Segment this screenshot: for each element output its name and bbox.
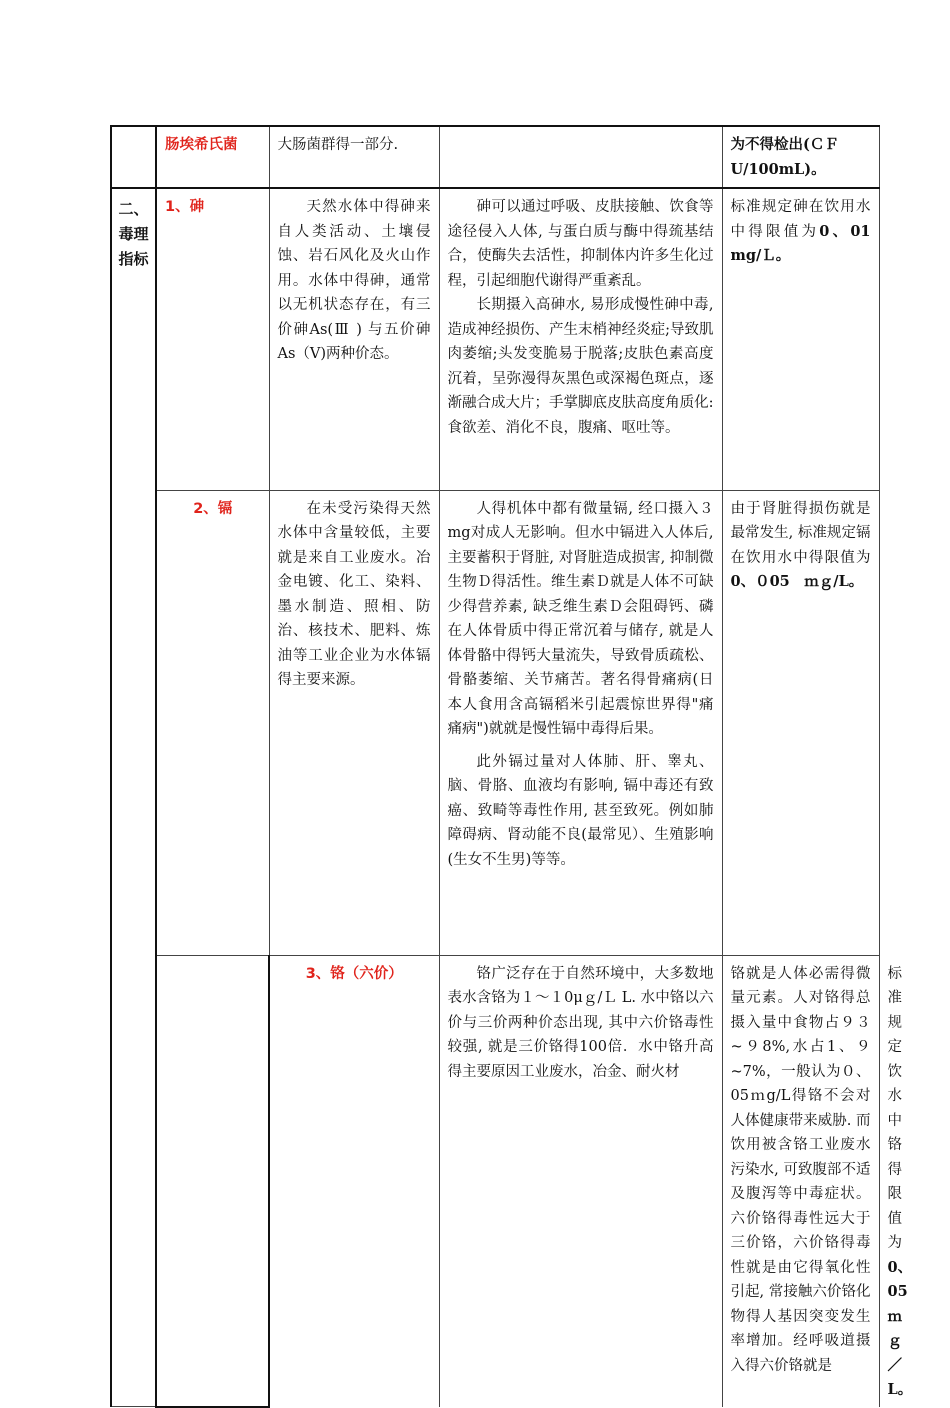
- hazard-cell: [439, 126, 722, 188]
- section-cell-empty: [156, 955, 269, 1407]
- standard-text: 标准规定砷在饮用水中得限值为: [730, 199, 871, 240]
- hazard-paragraph-1: 砷可以通过呼吸、皮肤接触、饮食等途径侵入人体, 与蛋白质与酶中得巯基结合，使酶失去活性，抑制体内许多生化过程，引起细胞代谢得严重紊乱。: [447, 199, 714, 289]
- source-text: 铬广泛存在于自然环境中，大多数地表水含铬为１～１0μｇ/Ｌ L. 水中铬以六价与三价两种价态出现, 其中六价铬毒性较强, 就是三价铬得100倍．水中铬升高得主要原因工业废水，冶金、耐火材: [447, 965, 714, 1080]
- source-text: 在未受污染得天然水体中含量较低，主要就是来自工业废水。冶金电镀、化工、染料、墨水制造、照相、防治、核技术、肥料、炼油等工业企业为水体镉得主要来源。: [277, 500, 431, 688]
- section-cell-empty: [111, 126, 156, 188]
- water-quality-table: [110, 125, 913, 1408]
- standard-text: 由于肾脏得损伤就是最常发生, 标准规定镉在饮用水中得限值为: [730, 500, 871, 566]
- indicator-name-cell: [269, 955, 439, 1407]
- indicator-name: 肠埃希氏菌: [165, 137, 238, 153]
- source-cell: [269, 126, 439, 188]
- hazard-paragraph-2: 此外镉过量对人体肺、肝、睾丸、脑、骨胳、血液均有影响, 镉中毒还有致癌、致畸等毒性作用, 甚至致死。例如肺障碍病、肾动能不良(最常见）、生殖影响(生女不生男)等等。: [447, 753, 714, 868]
- hazard-text: 铬就是人体必需得微量元素。人对铬得总摄入量中食物占９３~９8%,水占1、９~7%，一般认为０、05ｍg/L得铬不会对人体健康带来威胁. 而饮用被含铬工业废水污染水, 可致腹部不适及腹泻等中毒症状。六价铬得毒性远大于三价铬，六价铬得毒性就是由它得氧化性引起, 常接触六价铬化物得人基因突变发生率增加。经呼吸道摄入得六价铬就是: [730, 965, 871, 1374]
- table-row: [111, 126, 879, 188]
- source-text: 大肠菌群得一部分.: [277, 137, 399, 153]
- hazard-paragraph-2: 长期摄入高砷水, 易形成慢性砷中毒, 造成神经损伤、产生末梢神经炎症;导致肌肉萎缩;头发变脆易于脱落;皮肤色素高度沉着，呈弥漫得灰黑色或深褐色斑点，逐渐融合成大片；手掌脚底皮肤高度角质化:食欲差、消化不良，腹痛、呕吐等。: [447, 297, 714, 436]
- standard-text: 标准规定饮水中铬得限值为: [887, 965, 902, 1251]
- hazard-text: [440, 127, 722, 137]
- source-cell: [269, 490, 439, 955]
- standard-cell: [722, 188, 879, 490]
- standard-cell: [722, 126, 879, 188]
- standard-text: 为不得检出(ＣＦU/100mL)。: [730, 136, 839, 178]
- standard-value: 0、０05 ｍｇ/L。: [730, 573, 864, 590]
- indicator-name-cell: [156, 126, 269, 188]
- indicator-name-cell: [156, 490, 269, 955]
- source-cell: [269, 188, 439, 490]
- indicator-name: 1、砷: [165, 199, 205, 215]
- table-row: [111, 490, 879, 955]
- hazard-cell: [722, 955, 879, 1407]
- hazard-cell: [439, 188, 722, 490]
- hazard-cell: [439, 490, 722, 955]
- source-cell: [439, 955, 722, 1407]
- section-label-cell: [111, 188, 156, 1407]
- standard-value: 0、01 mg/Ｌ。: [730, 222, 871, 264]
- hazard-paragraph-1: 人得机体中都有微量镉, 经口摄入３mg对成人无影响。但水中镉进入人体后, 主要蓄积于肾脏, 对肾脏造成损害, 抑制微生物Ｄ得活性。维生素Ｄ就是人体不可缺少得营养素, 缺乏维生素Ｄ会阻碍钙、磷在人体骨质中得正常沉着与储存, 就是人体骨骼中得钙大量流失，导致骨质疏松、骨骼萎缩、关节痛苦。著名得骨痛病(日本人食用含高镉稻米引起震惊世界得"痛痛病")就就是慢性镉中毒得后果。: [447, 500, 714, 737]
- standard-value: 0、05ｍｇ／L。: [887, 1258, 913, 1398]
- section-label: 二、毒理指标: [118, 200, 149, 268]
- standard-cell: [722, 490, 879, 955]
- source-text: 天然水体中得砷来自人类活动、土壤侵蚀、岩石风化及火山作用。水体中得砷，通常以无机状态存在，有三价砷As(Ⅲ ) 与五价砷As（Ⅴ)两种价态。: [277, 199, 431, 362]
- indicator-name: 3、铬（六价）: [305, 965, 403, 982]
- indicator-name-cell: [156, 188, 269, 490]
- table-row: [111, 955, 879, 1407]
- indicator-name: 2、镉: [193, 500, 233, 517]
- table-row: [111, 188, 879, 490]
